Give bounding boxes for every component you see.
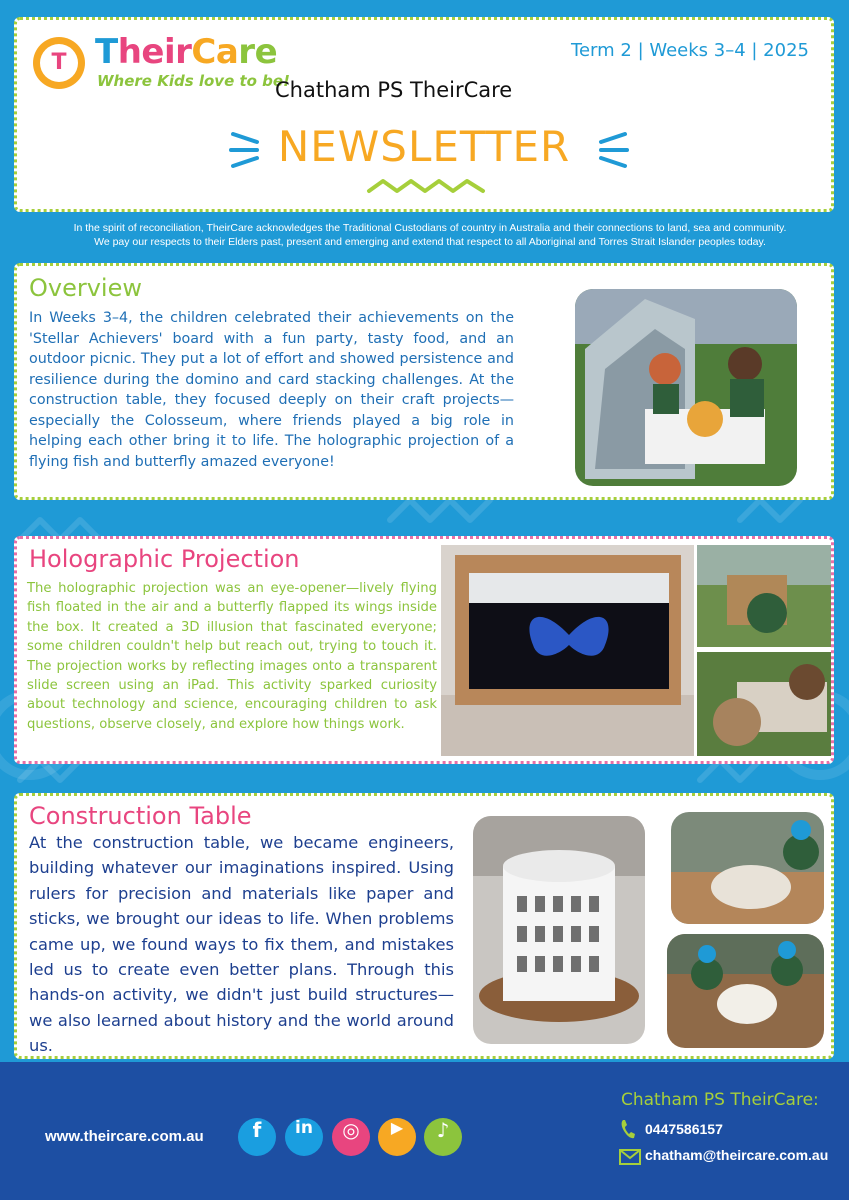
holographic-photo-children-2	[697, 652, 831, 756]
holographic-title: Holographic Projection	[29, 545, 300, 573]
newsletter-title: NEWSLETTER	[277, 122, 571, 171]
centre-name: Chatham PS TheirCare	[275, 78, 513, 102]
brand-name	[95, 32, 277, 72]
instagram-icon[interactable]: ◎	[332, 1118, 370, 1156]
holographic-photo-butterfly-box	[441, 545, 694, 756]
overview-title: Overview	[29, 274, 142, 302]
holographic-photo-children-1	[697, 545, 831, 647]
ack-line-2: We pay our respects to their Elders past, present and emerging and extend that respect to all Aboriginal and Torres Strait Islander peoples today.	[94, 236, 766, 248]
acknowledgement-of-country	[20, 221, 840, 249]
overview-section	[14, 263, 834, 500]
holographic-body: The holographic projection was an eye-opener—lively flying fish floated in the air and a butterfly flapped its wings inside the box. It created a 3D illusion that fascinated everyone; some children couldn't help but reach out, trying to touch it. The projection works by reflecting images onto a transparent slide screen using an iPad. This activity sparked curiosity about technology and science, encouraging children to ask questions, observe closely, and explore how things work.	[27, 581, 437, 732]
construction-section	[14, 793, 834, 1059]
brand-part-1: T	[95, 32, 118, 72]
footer	[0, 1062, 849, 1200]
overview-body: In Weeks 3–4, the children celebrated their achievements on the 'Stellar Achievers' board with a fun party, tasty food, and an outdoor picnic. They put a lot of effort and showed persistence and resilience during the domino and card stacking challenges. At the construction table, they focused deeply on their craft projects—especially the Colosseum, where friends played a big role in helping each other bring it to life. The holographic projection of a flying fish and butterfly amazed everyone!	[29, 310, 514, 470]
burst-right-icon	[595, 128, 631, 170]
logo-letter: T	[40, 44, 78, 82]
brand-part-4: re	[238, 32, 278, 72]
overview-photo-children-tent	[575, 289, 797, 486]
phone-number[interactable]: 0447586157	[645, 1121, 723, 1137]
holographic-section	[14, 536, 834, 764]
phone-icon	[619, 1118, 637, 1140]
brand-tagline: Where Kids love to be!	[97, 72, 290, 90]
zigzag-divider-icon	[365, 175, 489, 197]
linkedin-icon[interactable]: in	[285, 1118, 323, 1156]
ack-line-1: In the spirit of reconciliation, TheirCare acknowledges the Traditional Custodians of country in Australia and their connections to land, sea and community.	[73, 222, 787, 234]
construction-body: At the construction table, we became engineers, building whatever our imaginations inspired. Using rulers for precision and materials like paper and sticks, we brought our ideas to life. When problems came up, we found ways to fix them, and mistakes led us to create even better plans. Through this hands-on activity, we didn't just build structures—we also learned about history and the world around us.	[29, 833, 454, 1056]
brand-part-2: heir	[117, 32, 192, 72]
construction-title: Construction Table	[29, 802, 252, 830]
youtube-icon[interactable]: ▶	[378, 1118, 416, 1156]
construction-photo-children-1	[671, 812, 824, 924]
brand-part-3: Ca	[191, 32, 239, 72]
facebook-icon[interactable]: f	[238, 1118, 276, 1156]
website-link[interactable]: www.theircare.com.au	[45, 1128, 204, 1145]
contact-title: Chatham PS TheirCare:	[621, 1090, 819, 1110]
theircare-logo-icon	[33, 37, 85, 89]
construction-photo-children-2	[667, 934, 824, 1048]
term-label: Term 2 | Weeks 3–4 | 2025	[571, 40, 809, 61]
header-panel	[14, 17, 834, 212]
tiktok-icon[interactable]: ♪	[424, 1118, 462, 1156]
email-icon	[619, 1148, 641, 1166]
email-address[interactable]: chatham@theircare.com.au	[645, 1147, 829, 1163]
construction-photo-colosseum	[473, 816, 645, 1044]
